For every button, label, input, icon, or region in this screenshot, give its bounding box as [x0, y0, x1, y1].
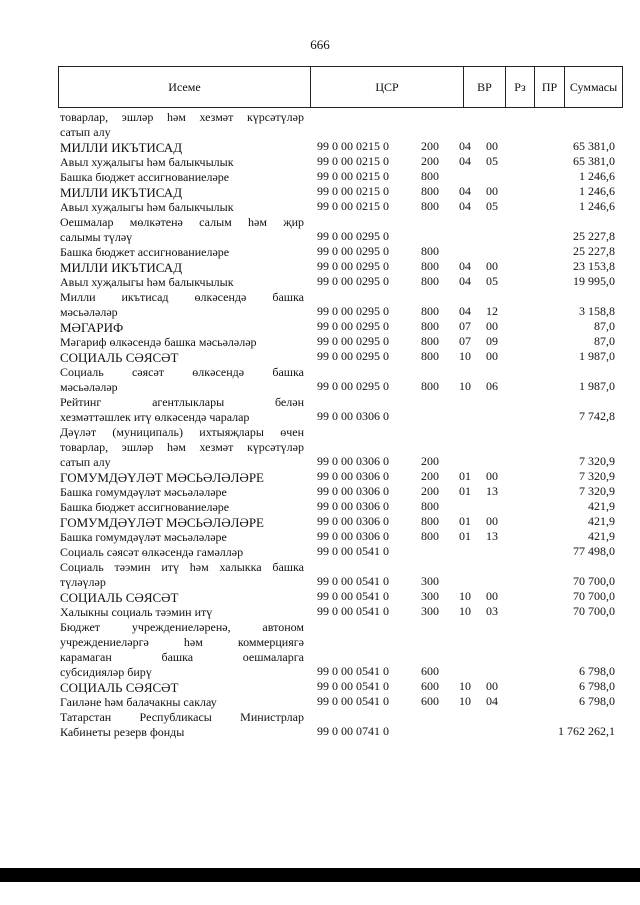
- row-csr: 99 0 00 0295 0: [317, 379, 389, 393]
- row-name-line: ГОМУМДӘҮЛӘТ МӘСЬӘЛӘЛӘРЕ: [60, 515, 264, 530]
- row-rz: 10: [459, 694, 471, 708]
- row-name: [60, 335, 304, 350]
- row-vr: 600: [421, 664, 439, 678]
- table-body: [60, 110, 615, 740]
- row-rz: 10: [459, 379, 471, 393]
- row-vr: 300: [421, 604, 439, 618]
- table-row: [60, 185, 615, 200]
- row-csr: 99 0 00 0541 0: [317, 589, 389, 603]
- row-sum: 1 246,6: [579, 184, 615, 198]
- row-csr: 99 0 00 0306 0: [317, 454, 389, 468]
- row-name-line: СОЦИАЛЬ СӘЯСӘТ: [60, 350, 179, 365]
- row-csr: 99 0 00 0215 0: [317, 199, 389, 213]
- header-name: Исеме: [59, 67, 311, 107]
- header-pr: ПР: [535, 67, 565, 107]
- row-pr: 06: [486, 379, 498, 393]
- row-vr: 600: [421, 679, 439, 693]
- row-name: [60, 365, 304, 395]
- header-csr: ЦСР: [311, 67, 464, 107]
- row-sum: 6 798,0: [579, 694, 615, 708]
- row-sum: 7 320,9: [579, 484, 615, 498]
- row-name: [60, 320, 304, 335]
- row-name-line: мәсьәләләр: [60, 380, 118, 394]
- row-rz: 04: [459, 304, 471, 318]
- row-name-line: СОЦИАЛЬ СӘЯСӘТ: [60, 590, 179, 605]
- row-sum: 25 227,8: [573, 229, 615, 243]
- row-name-line: карамаган башка оешмаларга: [60, 650, 304, 664]
- header-sum: Суммасы: [569, 80, 618, 94]
- row-rz: 04: [459, 199, 471, 213]
- row-name: [60, 545, 304, 560]
- row-rz: 04: [459, 274, 471, 288]
- row-name: [60, 395, 304, 425]
- row-pr: 00: [486, 589, 498, 603]
- row-csr: 99 0 00 0295 0: [317, 259, 389, 273]
- row-name: [60, 590, 304, 605]
- row-name: [60, 425, 304, 470]
- table-row: [60, 620, 615, 680]
- row-name: [60, 155, 304, 170]
- row-rz: 04: [459, 139, 471, 153]
- row-pr: 05: [486, 199, 498, 213]
- row-vr: 800: [421, 274, 439, 288]
- table-row: [60, 560, 615, 590]
- row-name-line: Оешмалар мөлкәтенә салым һәм җир: [60, 215, 304, 229]
- row-name: [60, 185, 304, 200]
- row-pr: 00: [486, 679, 498, 693]
- row-vr: 200: [421, 454, 439, 468]
- row-csr: 99 0 00 0295 0: [317, 319, 389, 333]
- row-name-line: МИЛЛИ ИКЪТИСАД: [60, 260, 183, 275]
- row-rz: 01: [459, 529, 471, 543]
- table-row: [60, 260, 615, 275]
- row-name: [60, 605, 304, 620]
- row-name: [60, 200, 304, 215]
- row-name: [60, 470, 304, 485]
- row-name-line: Кабинеты резерв фонды: [60, 725, 185, 739]
- row-vr: 200: [421, 484, 439, 498]
- row-sum: 1 246,6: [579, 169, 615, 183]
- row-rz: 04: [459, 259, 471, 273]
- row-sum: 6 798,0: [579, 664, 615, 678]
- row-name-line: мәсьәләләр: [60, 305, 118, 319]
- row-csr: 99 0 00 0295 0: [317, 274, 389, 288]
- row-vr: 800: [421, 349, 439, 363]
- row-pr: 00: [486, 184, 498, 198]
- row-pr: 09: [486, 334, 498, 348]
- row-vr: 300: [421, 574, 439, 588]
- row-name: [60, 710, 304, 740]
- row-pr: 05: [486, 274, 498, 288]
- row-csr: 99 0 00 0541 0: [317, 694, 389, 708]
- row-vr: 800: [421, 514, 439, 528]
- row-vr: 200: [421, 154, 439, 168]
- row-csr: 99 0 00 0306 0: [317, 484, 389, 498]
- row-name: [60, 245, 304, 260]
- row-name-line: Бюджет учреждениеләренә, автоном: [60, 620, 304, 634]
- row-name-line: учреждениеләргә һәм коммерциягә: [60, 635, 304, 649]
- row-name: [60, 680, 304, 695]
- row-csr: 99 0 00 0541 0: [317, 679, 389, 693]
- row-name-line: товарлар, эшләр һәм хезмәт күрсәтүләр: [60, 440, 304, 454]
- row-name-line: Авыл хуҗалыгы һәм балыкчылык: [60, 275, 234, 289]
- row-vr: 800: [421, 304, 439, 318]
- row-vr: 800: [421, 334, 439, 348]
- table-row: [60, 710, 615, 740]
- row-csr: 99 0 00 0295 0: [317, 349, 389, 363]
- table-row: [60, 320, 615, 335]
- row-sum: 87,0: [594, 319, 615, 333]
- table-row: [60, 395, 615, 425]
- row-name-line: хезмәттәшлек итү өлкәсендә чаралар: [60, 410, 250, 424]
- row-rz: 07: [459, 319, 471, 333]
- table-row: [60, 140, 615, 155]
- row-sum: 7 320,9: [579, 454, 615, 468]
- row-name: [60, 140, 304, 155]
- row-name-line: Башка гомумдәүләт мәсьәләләре: [60, 530, 227, 544]
- row-name: [60, 170, 304, 185]
- row-sum: 7 320,9: [579, 469, 615, 483]
- row-name-line: Авыл хуҗалыгы һәм балыкчылык: [60, 200, 234, 214]
- table-row: [60, 695, 615, 710]
- row-sum: 1 762 262,1: [558, 724, 615, 738]
- row-name-line: Социаль сәясәт өлкәсендә башка: [60, 365, 304, 379]
- row-rz: 10: [459, 589, 471, 603]
- row-vr: 800: [421, 379, 439, 393]
- row-name-line: МИЛЛИ ИКЪТИСАД: [60, 185, 183, 200]
- table-row: [60, 275, 615, 290]
- row-pr: 00: [486, 259, 498, 273]
- table-row: [60, 425, 615, 470]
- row-name-line: Башка бюджет ассигнованиеләре: [60, 245, 230, 259]
- row-csr: 99 0 00 0306 0: [317, 529, 389, 543]
- table-row: [60, 470, 615, 485]
- row-name-line: Социаль тәэмин итү һәм халыкка башка: [60, 560, 304, 574]
- row-sum: 7 742,8: [579, 409, 615, 423]
- row-csr: 99 0 00 0306 0: [317, 514, 389, 528]
- row-sum: 25 227,8: [573, 244, 615, 258]
- row-name: [60, 275, 304, 290]
- row-csr: 99 0 00 0215 0: [317, 184, 389, 198]
- row-name-line: сатып алу: [60, 455, 111, 469]
- row-name: [60, 500, 304, 515]
- row-name-line: Дәүләт (муниципаль) ихтыяҗлары өчен: [60, 425, 304, 439]
- row-csr: 99 0 00 0306 0: [317, 499, 389, 513]
- table-row: [60, 155, 615, 170]
- row-vr: 800: [421, 319, 439, 333]
- row-sum: 65 381,0: [573, 139, 615, 153]
- row-vr: 800: [421, 169, 439, 183]
- row-name-line: ГОМУМДӘҮЛӘТ МӘСЬӘЛӘЛӘРЕ: [60, 470, 264, 485]
- row-rz: 01: [459, 469, 471, 483]
- row-sum: 65 381,0: [573, 154, 615, 168]
- row-vr: 800: [421, 529, 439, 543]
- row-sum: 421,9: [588, 529, 615, 543]
- scan-bottom-edge: [0, 868, 640, 882]
- row-vr: 800: [421, 244, 439, 258]
- row-name: [60, 560, 304, 590]
- row-csr: 99 0 00 0295 0: [317, 229, 389, 243]
- header-vr: ВР: [464, 67, 506, 107]
- row-csr: 99 0 00 0295 0: [317, 304, 389, 318]
- table-row: [60, 335, 615, 350]
- row-vr: 600: [421, 694, 439, 708]
- row-name: [60, 515, 304, 530]
- row-pr: 00: [486, 319, 498, 333]
- row-rz: 10: [459, 349, 471, 363]
- row-name-line: субсидияләр бирү: [60, 665, 152, 679]
- row-name: [60, 695, 304, 710]
- row-sum: 3 158,8: [579, 304, 615, 318]
- table-row: [60, 200, 615, 215]
- row-pr: 00: [486, 469, 498, 483]
- row-name-line: Мәгариф өлкәсендә башка мәсьәләләр: [60, 335, 257, 349]
- row-name-line: Рейтинг агентлыклары белән: [60, 395, 304, 409]
- row-name-line: Татарстан Республикасы Министрлар: [60, 710, 304, 724]
- row-pr: 05: [486, 154, 498, 168]
- row-name-line: Милли икътисад өлкәсендә башка: [60, 290, 304, 304]
- row-csr: 99 0 00 0541 0: [317, 604, 389, 618]
- row-csr: 99 0 00 0295 0: [317, 334, 389, 348]
- row-pr: 00: [486, 139, 498, 153]
- table-header: [58, 66, 623, 108]
- table-row: [60, 170, 615, 185]
- row-sum: 421,9: [588, 514, 615, 528]
- row-csr: 99 0 00 0541 0: [317, 574, 389, 588]
- row-name-line: салымы түләү: [60, 230, 133, 244]
- row-csr: 99 0 00 0541 0: [317, 664, 389, 678]
- row-name-line: сатып алу: [60, 125, 111, 139]
- row-vr: 800: [421, 259, 439, 273]
- row-name-line: МИЛЛИ ИКЪТИСАД: [60, 140, 183, 155]
- row-sum: 87,0: [594, 334, 615, 348]
- row-vr: 800: [421, 499, 439, 513]
- row-sum: 1 246,6: [579, 199, 615, 213]
- row-sum: 70 700,0: [573, 589, 615, 603]
- row-rz: 07: [459, 334, 471, 348]
- table-row: [60, 215, 615, 245]
- row-pr: 04: [486, 694, 498, 708]
- row-rz: 10: [459, 679, 471, 693]
- row-name-line: түләүләр: [60, 575, 106, 589]
- row-csr: 99 0 00 0306 0: [317, 469, 389, 483]
- row-pr: 00: [486, 514, 498, 528]
- table-row: [60, 545, 615, 560]
- row-name-line: Авыл хуҗалыгы һәм балыкчылык: [60, 155, 234, 169]
- row-name-line: Социаль сәясәт өлкәсендә гамәлләр: [60, 545, 244, 559]
- header-rz: Рз: [506, 67, 535, 107]
- table-row: [60, 365, 615, 395]
- row-sum: 421,9: [588, 499, 615, 513]
- row-csr: 99 0 00 0215 0: [317, 169, 389, 183]
- row-rz: 04: [459, 154, 471, 168]
- row-name: [60, 485, 304, 500]
- row-csr: 99 0 00 0215 0: [317, 154, 389, 168]
- row-sum: 6 798,0: [579, 679, 615, 693]
- row-csr: 99 0 00 0295 0: [317, 244, 389, 258]
- row-csr: 99 0 00 0541 0: [317, 544, 389, 558]
- row-rz: 10: [459, 604, 471, 618]
- table-row: [60, 245, 615, 260]
- row-name-line: МӘГАРИФ: [60, 320, 124, 335]
- table-row: [60, 530, 615, 545]
- table-row: [60, 350, 615, 365]
- row-name: [60, 290, 304, 320]
- row-csr: 99 0 00 0741 0: [317, 724, 389, 738]
- row-rz: 01: [459, 514, 471, 528]
- row-rz: 04: [459, 184, 471, 198]
- row-name-line: Халыкны социаль тәэмин итү: [60, 605, 213, 619]
- row-sum: 23 153,8: [573, 259, 615, 273]
- table-row: [60, 500, 615, 515]
- row-sum: 19 995,0: [573, 274, 615, 288]
- row-pr: 13: [486, 484, 498, 498]
- row-csr: 99 0 00 0306 0: [317, 409, 389, 423]
- row-name: [60, 350, 304, 365]
- row-vr: 200: [421, 469, 439, 483]
- table-row: [60, 290, 615, 320]
- row-name-line: товарлар, эшләр һәм хезмәт күрсәтүләр: [60, 110, 304, 124]
- row-vr: 800: [421, 184, 439, 198]
- table-row: [60, 110, 615, 140]
- row-name-line: Башка бюджет ассигнованиеләре: [60, 500, 230, 514]
- row-sum: 77 498,0: [573, 544, 615, 558]
- row-pr: 03: [486, 604, 498, 618]
- row-name-line: Гаиләне һәм балачакны саклау: [60, 695, 217, 709]
- row-name: [60, 110, 304, 140]
- row-vr: 800: [421, 199, 439, 213]
- row-vr: 300: [421, 589, 439, 603]
- row-name-line: Башка гомумдәүләт мәсьәләләре: [60, 485, 227, 499]
- row-name: [60, 260, 304, 275]
- row-name: [60, 215, 304, 245]
- table-row: [60, 515, 615, 530]
- row-csr: 99 0 00 0215 0: [317, 139, 389, 153]
- row-sum: 1 987,0: [579, 379, 615, 393]
- row-pr: 00: [486, 349, 498, 363]
- table-row: [60, 485, 615, 500]
- row-pr: 12: [486, 304, 498, 318]
- row-vr: 200: [421, 139, 439, 153]
- row-sum: 70 700,0: [573, 574, 615, 588]
- row-name-line: СОЦИАЛЬ СӘЯСӘТ: [60, 680, 179, 695]
- page-number: 666: [310, 37, 330, 52]
- row-pr: 13: [486, 529, 498, 543]
- table-row: [60, 590, 615, 605]
- row-rz: 01: [459, 484, 471, 498]
- row-sum: 70 700,0: [573, 604, 615, 618]
- table-row: [60, 680, 615, 695]
- table-row: [60, 605, 615, 620]
- row-name-line: Башка бюджет ассигнованиеләре: [60, 170, 230, 184]
- row-name: [60, 620, 304, 680]
- row-sum: 1 987,0: [579, 349, 615, 363]
- row-name: [60, 530, 304, 545]
